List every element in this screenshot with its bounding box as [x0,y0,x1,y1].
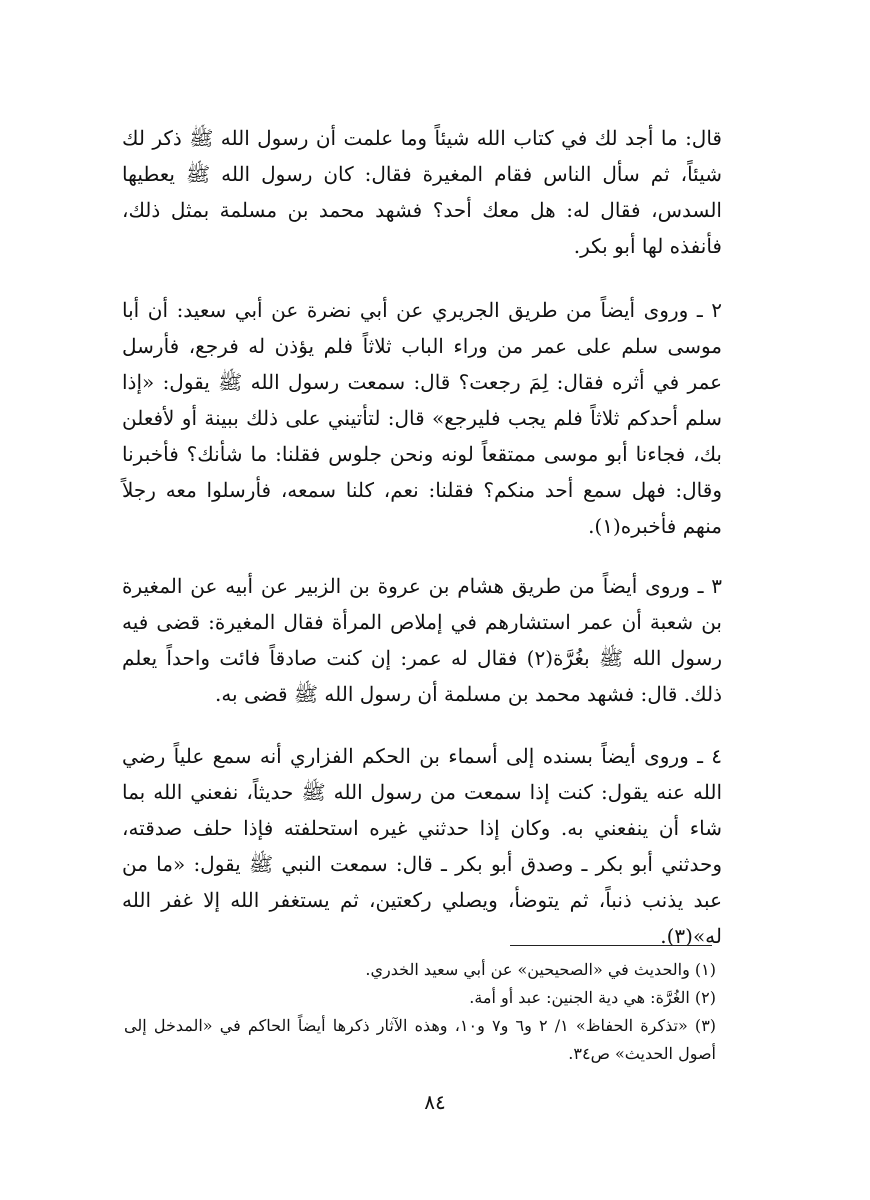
main-text [122,120,722,954]
paragraph-2: ٢ ـ وروى أيضاً من طريق الجريري عن أبي نضرة عن أبي سعيد: أن أبا موسى سلم على عمر من وراء الباب ثلاثاً فلم يؤذن له فرجع، فأرسل عمر في أثره فقال: لِمَ رجعت؟ قال: سمعت رسول الله ﷺ يقول: «إذا سلم أحدكم ثلاثاً فلم يجب فليرجع» قال: لتأتيني على ذلك ببينة أو لأفعلن بك، فجاءنا أبو موسى ممتقعاً لونه ونحن جلوس فقلنا: ما شأنك؟ فأخبرنا وقال: فهل سمع أحد منكم؟ فقلنا: نعم، كلنا سمعه، فأرسلوا معه رجلاً منهم فأخبره(١). [122,298,722,538]
paragraph-4: ٤ ـ وروى أيضاً بسنده إلى أسماء بن الحكم الفزاري أنه سمع علياً رضي الله عنه يقول: كنت إذا سمعت من رسول الله ﷺ حديثاً، نفعني الله بما شاء أن ينفعني به. وكان إذا حدثني غيره استحلفته فإذا حلف صدقته، وحدثني أبو بكر ـ وصدق أبو بكر ـ قال: سمعت النبي ﷺ يقول: «ما من عبد يذنب ذنباً، ثم يتوضأ، ويصلي ركعتين، ثم يستغفر الله إلا غفر الله له»(٣). [122,744,722,948]
footnotes [124,956,716,1068]
page-number: ٨٤ [424,1090,446,1114]
footnote-separator [510,945,712,946]
footnote-1: (١) والحديث في «الصحيحين» عن أبي سعيد الخدري. [365,960,716,979]
paragraph-1: قال: ما أجد لك في كتاب الله شيئاً وما علمت أن رسول الله ﷺ ذكر لك شيئاً، ثم سأل الناس فقام المغيرة فقال: كان رسول الله ﷺ يعطيها السدس، فقال له: هل معك أحد؟ فشهد محمد بن مسلمة بمثل ذلك، فأنفذه لها أبو بكر. [122,126,722,258]
footnote-3: (٣) «تذكرة الحفاظ» ١/ ٢ و٦ و٧ و١٠، وهذه الآثار ذكرها أيضاً الحاكم في «المدخل إلى أصول الحديث» ص٣٤. [124,1016,717,1063]
paragraph-3: ٣ ـ وروى أيضاً من طريق هشام بن عروة بن الزبير عن أبيه عن المغيرة بن شعبة أن عمر استشارهم في إملاص المرأة فقال المغيرة: قضى فيه رسول الله ﷺ بغُرَّة(٢) فقال له عمر: إن كنت صادقاً فائت واحداً يعلم ذلك. قال: فشهد محمد بن مسلمة أن رسول الله ﷺ قضى به. [122,574,723,706]
footnote-2: (٢) الغُرَّة: هي دية الجنين: عبد أو أمة. [469,988,716,1007]
